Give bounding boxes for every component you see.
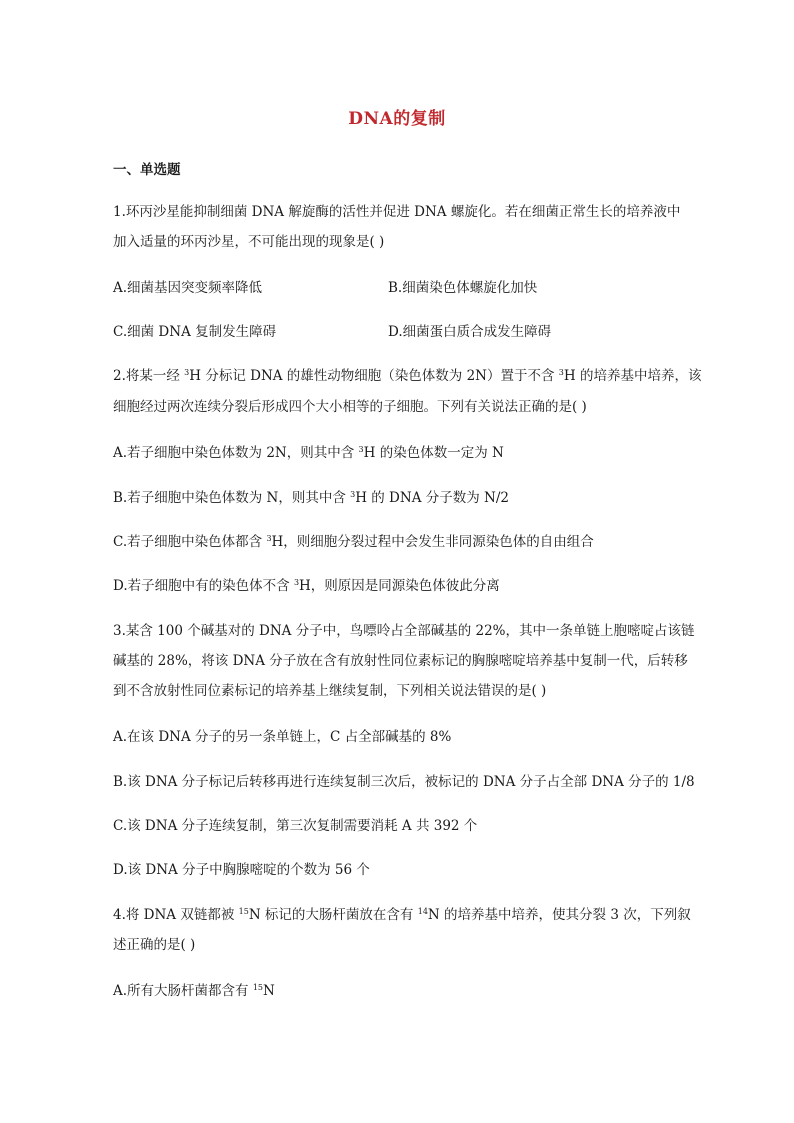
q2-option-a-post: H 的染色体数一定为 N [363,445,504,461]
q4-stem-line2: 述正确的是( ) [113,937,196,953]
q4-option-a-post: N [263,983,275,999]
q4-stem-text-a: 4.将 DNA 双链都被 [113,907,239,923]
q3-option-b: B.该 DNA 分子标记后转移再进行连续复制三次后，被标记的 DNA 分子占全部 DNA 分子的 1/8 [113,774,695,790]
q4-option-a-pre: A.所有大肠杆菌都含有 [113,983,253,999]
q3-option-a: A.在该 DNA 分子的另一条单链上，C 占全部碱基的 8% [113,729,452,745]
q2-stem-text-c: H 的培养基中培养，该 [563,368,702,384]
q2-option-d [113,576,500,596]
q2-stem-text-b: H 分标记 DNA 的雄性动物细胞（染色体数为 2N）置于不含 [189,368,559,384]
q2-option-a-sup: 3 [358,445,364,454]
q2-option-c [113,532,594,552]
q2-stem-sup: 3 [184,368,190,377]
q1-option-b: B.细菌染色体螺旋化加快 [388,280,538,296]
q2-stem-text-a: 2.将某一经 [113,368,185,384]
q3-option-d: D.该 DNA 分子中胸腺嘧啶的个数为 56 个 [113,862,370,878]
q2-option-d-post: H，则原因是同源染色体彼此分离 [299,578,500,594]
q3-stem-line3: 到不含放射性同位素标记的培养基上继续复制，下列相关说法错误的是( ) [113,683,547,699]
q2-option-b-pre: B.若子细胞中染色体数为 N，则其中含 [113,490,351,506]
q4-stem-sup: 15 [238,907,249,916]
q2-stem-sup2: 3 [558,368,564,377]
q2-option-a-pre: A.若子细胞中染色体数为 2N，则其中含 [113,445,359,461]
q2-option-d-sup: 3 [293,578,300,587]
q2-option-b-sup: 3 [350,490,356,499]
q1-option-a: A.细菌基因突变频率降低 [113,280,263,296]
q3-stem-line2: 碱基的 28%，将该 DNA 分子放在含有放射性同位素标记的胸腺嘧啶培养基中复制一代，后转移 [113,653,688,669]
q4-option-a-sup: 15 [252,983,264,992]
q1-option-d: D.细菌蛋白质合成发生障碍 [388,324,552,340]
q2-option-c-pre: C.若子细胞中染色体都含 [113,534,267,550]
q2-option-d-pre: D.若子细胞中有的染色体不含 [113,578,294,594]
section-heading: 一、单选题 [113,162,181,178]
q2-option-c-sup: 3 [266,534,272,543]
q4-stem-text-b: N 标记的大肠杆菌放在含有 [248,907,418,923]
page-title: DNA的复制 [348,109,446,129]
q1-option-c: C.细菌 DNA 复制发生障碍 [113,324,277,340]
q4-option-a [113,981,275,1001]
q4-stem-text-c: N 的培养基中培养，使其分裂 3 次，下列叙 [427,907,691,923]
q2-option-c-post: H，则细胞分裂过程中会发生非同源染色体的自由组合 [271,534,594,550]
q4-stem-line1 [113,905,691,925]
q3-option-c: C.该 DNA 分子连续复制，第三次复制需要消耗 A 共 392 个 [113,818,478,834]
q1-stem-line1: 1.环丙沙星能抑制细菌 DNA 解旋酶的活性并促进 DNA 螺旋化。若在细菌正常生长的培养液中 [113,204,681,220]
q2-stem-line1 [113,366,701,386]
q3-stem-line1: 3.某含 100 个碱基对的 DNA 分子中，鸟嘌呤占全部碱基的 22%，其中一条单链上胞嘧啶占该链 [113,623,695,639]
q2-option-a [113,443,504,463]
q2-option-b [113,488,509,508]
q2-option-b-post: H 的 DNA 分子数为 N/2 [355,490,509,506]
q4-stem-sup2: 14 [417,907,428,916]
q2-stem-line2: 细胞经过两次连续分裂后形成四个大小相等的子细胞。下列有关说法正确的是( ) [113,399,587,415]
q1-stem-line2: 加入适量的环丙沙星，不可能出现的现象是( ) [113,234,385,250]
